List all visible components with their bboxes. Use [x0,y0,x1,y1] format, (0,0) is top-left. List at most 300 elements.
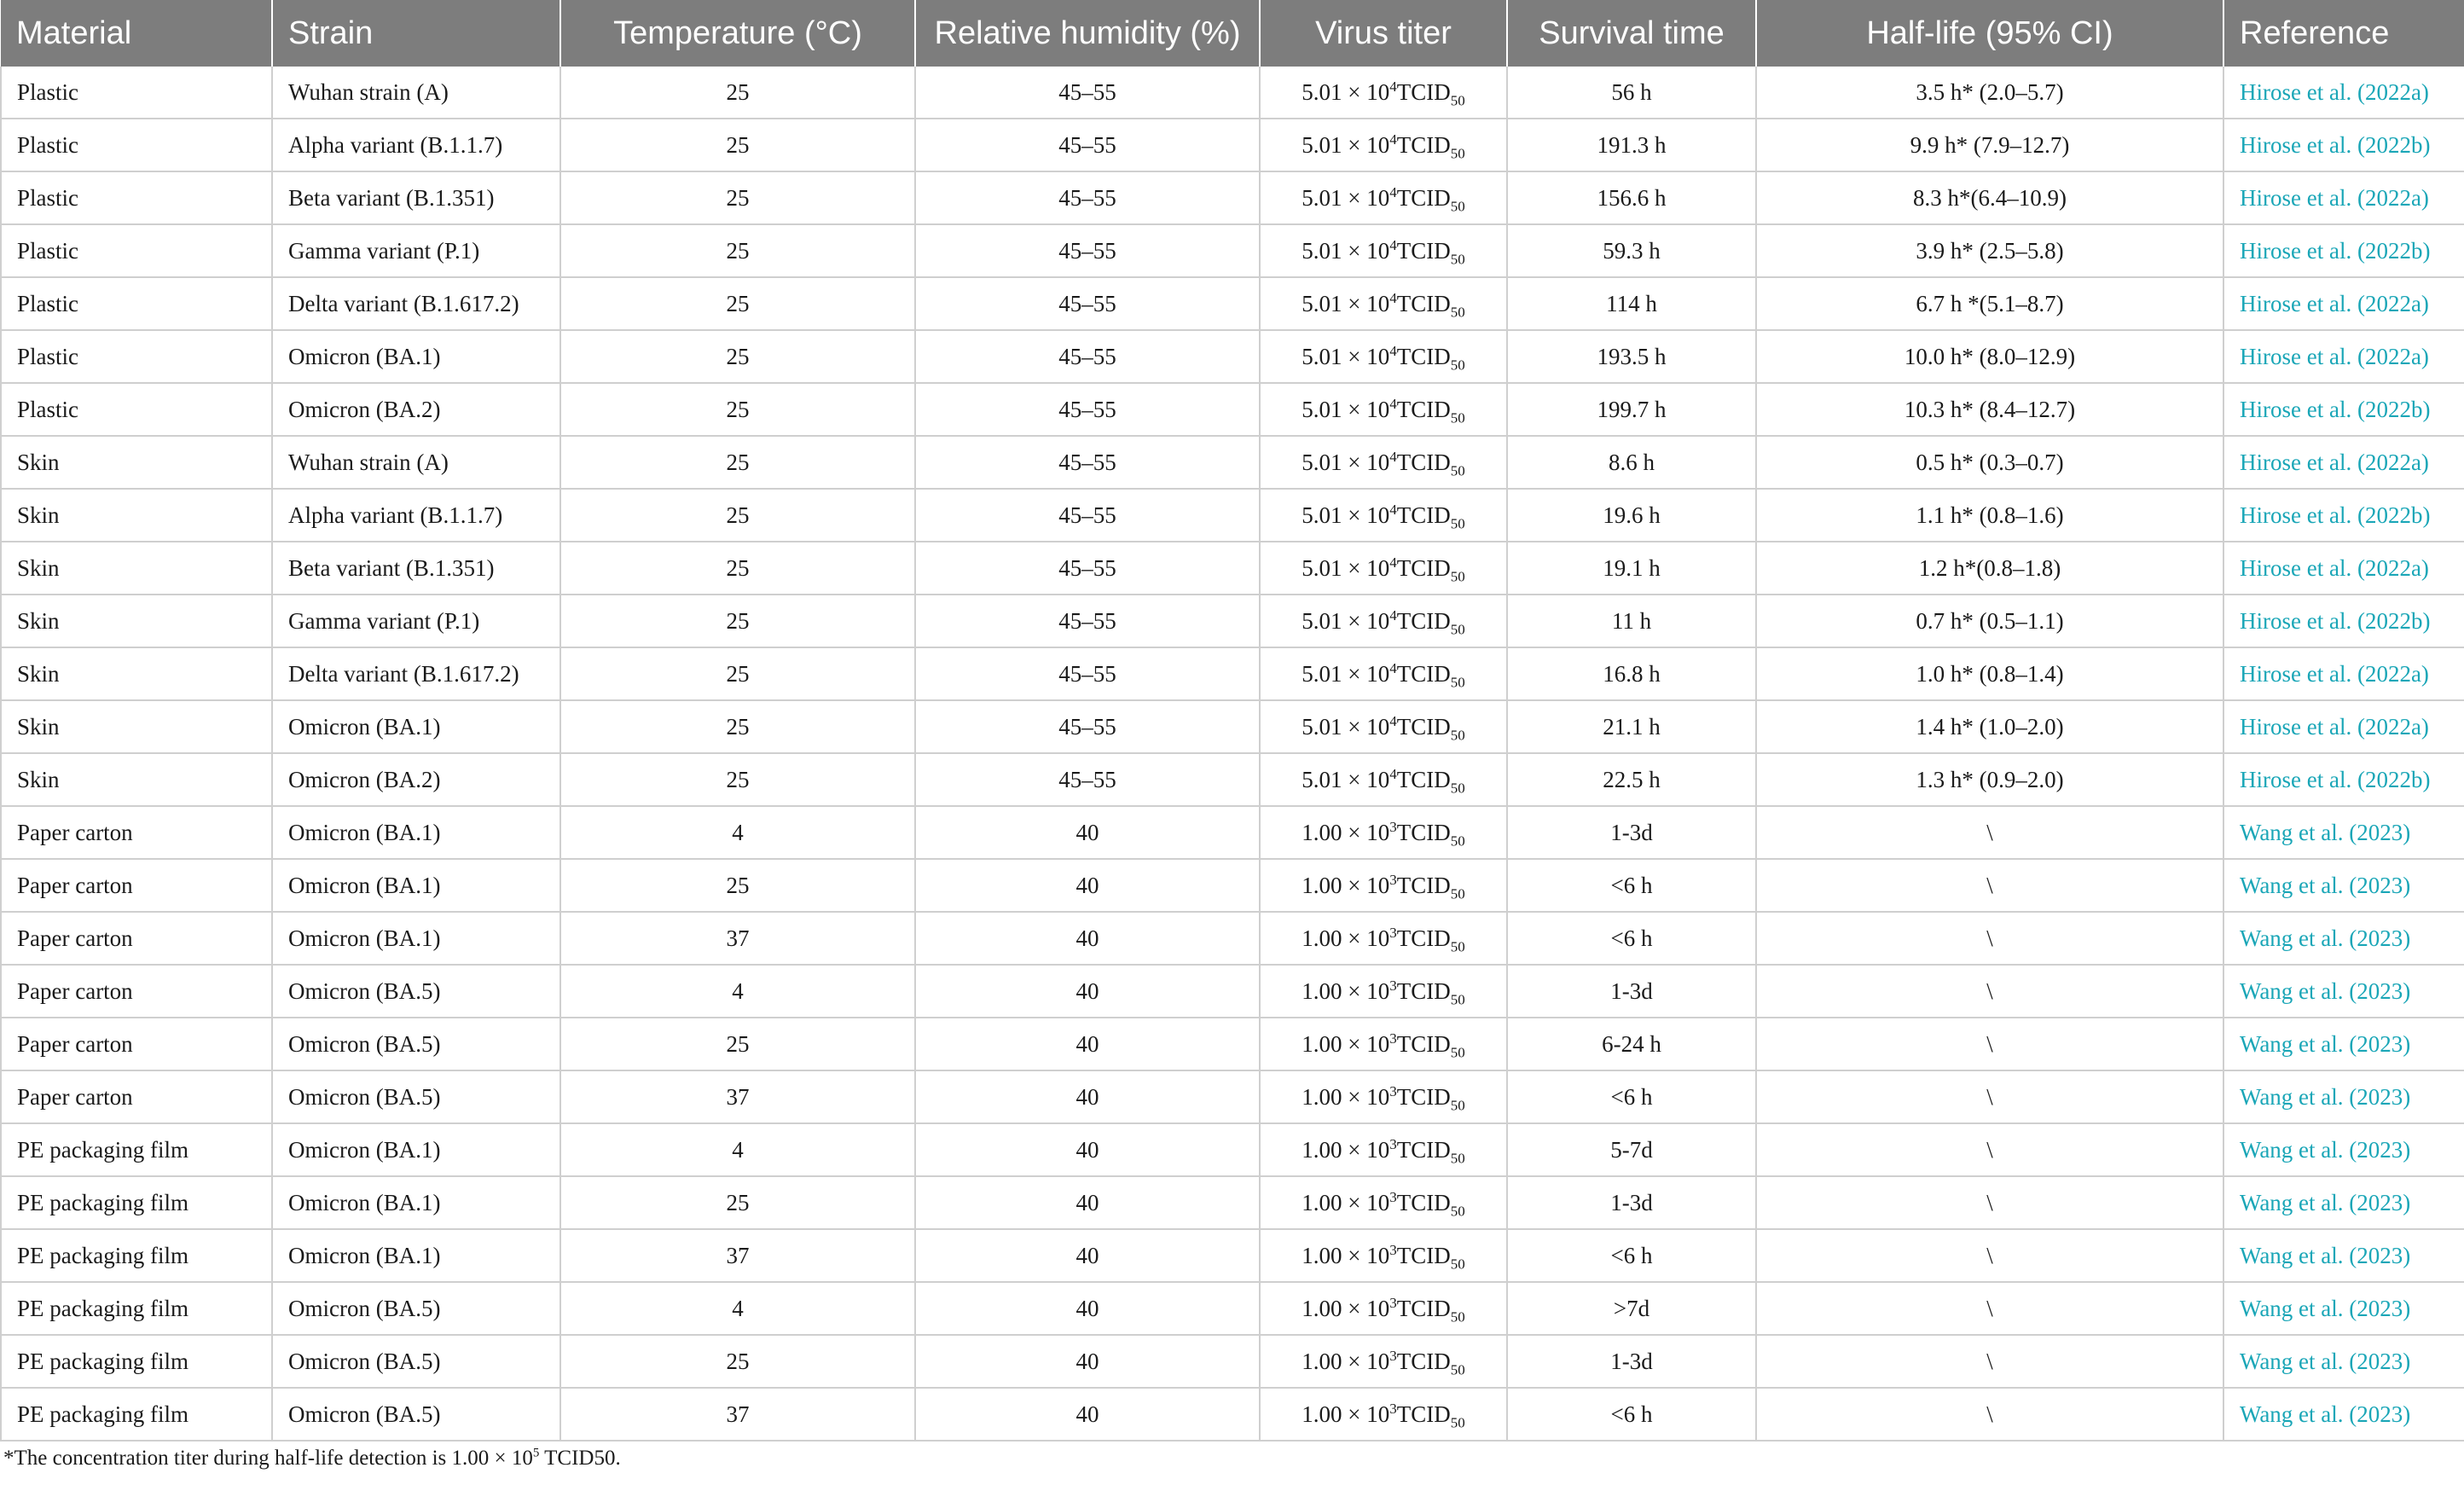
cell-virus-titer [1260,224,1507,277]
col-header-reference: Reference [2223,0,2464,67]
cell-virus-titer [1260,383,1507,436]
cell-virus-titer [1260,277,1507,330]
cell-survival-time: <6 h [1507,1229,1756,1282]
cell-humidity: 45–55 [915,171,1260,224]
cell-humidity: 40 [915,859,1260,912]
titer-subscript: 50 [1450,250,1465,267]
titer-subscript: 50 [1450,303,1465,320]
titer-base: 5.01 × 10 [1302,607,1390,634]
table-row [1,859,2464,912]
reference-link[interactable]: Wang et al. (2023) [2223,912,2464,965]
cell-temperature: 37 [560,1070,915,1123]
cell-material: Skin [1,700,272,753]
titer-base: 1.00 × 10 [1302,1295,1390,1321]
cell-survival-time: >7d [1507,1282,1756,1335]
cell-strain: Omicron (BA.5) [272,1388,560,1441]
titer-exponent: 3 [1389,1030,1397,1047]
reference-link[interactable]: Wang et al. (2023) [2223,1229,2464,1282]
cell-strain: Gamma variant (P.1) [272,595,560,647]
table-row [1,1229,2464,1282]
cell-virus-titer [1260,806,1507,859]
table-row [1,330,2464,383]
reference-link[interactable]: Wang et al. (2023) [2223,1388,2464,1441]
cell-material: Skin [1,436,272,489]
cell-virus-titer [1260,1070,1507,1123]
cell-half-life: \ [1756,1176,2223,1229]
table-row [1,224,2464,277]
cell-strain: Omicron (BA.2) [272,383,560,436]
titer-subscript: 50 [1450,990,1465,1007]
table-row [1,119,2464,171]
cell-strain: Omicron (BA.1) [272,806,560,859]
reference-link[interactable]: Hirose et al. (2022a) [2223,67,2464,119]
cell-half-life: \ [1756,1388,2223,1441]
cell-humidity: 45–55 [915,67,1260,119]
titer-unit: TCID [1396,396,1451,422]
footnote-prefix: *The concentration titer during half-life detection is 1.00 × 10 [3,1447,533,1470]
cell-material: Plastic [1,119,272,171]
cell-humidity: 45–55 [915,647,1260,700]
titer-subscript: 50 [1450,461,1465,479]
table-row [1,806,2464,859]
titer-unit: TCID [1396,660,1451,687]
reference-link[interactable]: Wang et al. (2023) [2223,1123,2464,1176]
titer-subscript: 50 [1450,1149,1465,1166]
table-header-row [1,0,2464,67]
cell-half-life: 3.9 h* (2.5–5.8) [1756,224,2223,277]
reference-link[interactable]: Wang et al. (2023) [2223,1335,2464,1388]
cell-virus-titer [1260,1176,1507,1229]
cell-material: Plastic [1,171,272,224]
cell-strain: Omicron (BA.1) [272,1123,560,1176]
titer-base: 5.01 × 10 [1302,449,1390,475]
reference-link[interactable]: Hirose et al. (2022b) [2223,119,2464,171]
cell-survival-time: 1-3d [1507,965,1756,1018]
col-header-survival-time: Survival time [1507,0,1756,67]
cell-strain: Omicron (BA.5) [272,1070,560,1123]
cell-virus-titer [1260,489,1507,542]
cell-temperature: 25 [560,859,915,912]
titer-unit: TCID [1396,1348,1451,1374]
cell-material: Skin [1,647,272,700]
cell-survival-time: 56 h [1507,67,1756,119]
titer-subscript: 50 [1450,1413,1465,1430]
table-row [1,912,2464,965]
footnote-exponent: 5 [532,1446,540,1460]
cell-strain: Omicron (BA.1) [272,1229,560,1282]
titer-base: 1.00 × 10 [1302,1189,1390,1215]
titer-unit: TCID [1396,78,1451,105]
cell-strain: Omicron (BA.1) [272,1176,560,1229]
cell-strain: Delta variant (B.1.617.2) [272,647,560,700]
cell-temperature: 4 [560,1282,915,1335]
cell-temperature: 4 [560,806,915,859]
titer-subscript: 50 [1450,1308,1465,1325]
cell-virus-titer [1260,1018,1507,1070]
cell-survival-time: <6 h [1507,912,1756,965]
titer-base: 5.01 × 10 [1302,184,1390,211]
cell-humidity: 40 [915,806,1260,859]
col-header-strain: Strain [272,0,560,67]
cell-humidity: 40 [915,1018,1260,1070]
titer-subscript: 50 [1450,1096,1465,1113]
cell-material: PE packaging film [1,1335,272,1388]
table-row [1,700,2464,753]
table-row [1,647,2464,700]
cell-humidity: 40 [915,1070,1260,1123]
titer-unit: TCID [1396,1136,1451,1163]
titer-subscript: 50 [1450,832,1465,849]
reference-link[interactable]: Wang et al. (2023) [2223,965,2464,1018]
cell-temperature: 25 [560,753,915,806]
reference-link[interactable]: Hirose et al. (2022b) [2223,753,2464,806]
titer-exponent: 3 [1389,1400,1397,1417]
titer-exponent: 4 [1389,659,1397,676]
col-header-virus-titer: Virus titer [1260,0,1507,67]
cell-virus-titer [1260,859,1507,912]
titer-base: 1.00 × 10 [1302,1348,1390,1374]
footnote-suffix: TCID50. [539,1447,621,1470]
titer-exponent: 4 [1389,289,1397,306]
cell-material: Plastic [1,224,272,277]
cell-virus-titer [1260,753,1507,806]
cell-humidity: 45–55 [915,277,1260,330]
table-row [1,67,2464,119]
cell-half-life: 1.4 h* (1.0–2.0) [1756,700,2223,753]
titer-base: 1.00 × 10 [1302,872,1390,898]
cell-survival-time: 193.5 h [1507,330,1756,383]
reference-link[interactable]: Hirose et al. (2022a) [2223,171,2464,224]
col-header-material: Material [1,0,272,67]
cell-strain: Beta variant (B.1.351) [272,171,560,224]
cell-material: Skin [1,753,272,806]
cell-material: PE packaging film [1,1176,272,1229]
cell-humidity: 40 [915,1388,1260,1441]
titer-unit: TCID [1396,502,1451,528]
titer-subscript: 50 [1450,1043,1465,1060]
cell-strain: Gamma variant (P.1) [272,224,560,277]
cell-temperature: 25 [560,383,915,436]
cell-virus-titer [1260,647,1507,700]
titer-subscript: 50 [1450,673,1465,690]
cell-survival-time: <6 h [1507,1070,1756,1123]
titer-base: 1.00 × 10 [1302,1083,1390,1110]
titer-exponent: 4 [1389,712,1397,729]
cell-half-life: 3.5 h* (2.0–5.7) [1756,67,2223,119]
cell-half-life: \ [1756,965,2223,1018]
cell-survival-time: 11 h [1507,595,1756,647]
cell-material: Paper carton [1,1070,272,1123]
titer-subscript: 50 [1450,144,1465,161]
col-header-temperature: Temperature (°C) [560,0,915,67]
cell-humidity: 40 [915,912,1260,965]
cell-material: PE packaging film [1,1123,272,1176]
table-row [1,171,2464,224]
cell-virus-titer [1260,542,1507,595]
cell-half-life: 9.9 h* (7.9–12.7) [1756,119,2223,171]
titer-exponent: 3 [1389,924,1397,941]
titer-exponent: 4 [1389,395,1397,412]
cell-material: PE packaging film [1,1229,272,1282]
titer-subscript: 50 [1450,779,1465,796]
titer-base: 1.00 × 10 [1302,819,1390,845]
titer-base: 1.00 × 10 [1302,1401,1390,1427]
titer-unit: TCID [1396,290,1451,316]
cell-temperature: 25 [560,330,915,383]
titer-unit: TCID [1396,819,1451,845]
titer-unit: TCID [1396,1189,1451,1215]
titer-unit: TCID [1396,713,1451,740]
titer-exponent: 4 [1389,765,1397,782]
titer-unit: TCID [1396,1401,1451,1427]
cell-half-life: \ [1756,806,2223,859]
cell-humidity: 40 [915,1335,1260,1388]
col-header-humidity: Relative humidity (%) [915,0,1260,67]
reference-link[interactable]: Hirose et al. (2022b) [2223,383,2464,436]
titer-exponent: 3 [1389,818,1397,835]
titer-unit: TCID [1396,1030,1451,1057]
cell-strain: Omicron (BA.1) [272,859,560,912]
cell-strain: Omicron (BA.5) [272,1335,560,1388]
cell-half-life: \ [1756,1335,2223,1388]
titer-subscript: 50 [1450,567,1465,584]
cell-survival-time: <6 h [1507,859,1756,912]
cell-material: Plastic [1,383,272,436]
cell-humidity: 45–55 [915,330,1260,383]
reference-link[interactable]: Wang et al. (2023) [2223,1176,2464,1229]
cell-survival-time: 191.3 h [1507,119,1756,171]
cell-humidity: 40 [915,1123,1260,1176]
titer-unit: TCID [1396,554,1451,581]
cell-material: Paper carton [1,965,272,1018]
cell-half-life: 10.0 h* (8.0–12.9) [1756,330,2223,383]
reference-link[interactable]: Hirose et al. (2022a) [2223,542,2464,595]
cell-humidity: 45–55 [915,542,1260,595]
cell-humidity: 45–55 [915,489,1260,542]
cell-temperature: 4 [560,965,915,1018]
reference-link[interactable]: Wang et al. (2023) [2223,1282,2464,1335]
table-row [1,753,2464,806]
cell-temperature: 25 [560,595,915,647]
cell-humidity: 45–55 [915,383,1260,436]
reference-link[interactable]: Wang et al. (2023) [2223,1070,2464,1123]
cell-survival-time: 5-7d [1507,1123,1756,1176]
cell-virus-titer [1260,330,1507,383]
titer-exponent: 3 [1389,1294,1397,1311]
titer-subscript: 50 [1450,937,1465,954]
titer-exponent: 4 [1389,183,1397,200]
cell-temperature: 25 [560,647,915,700]
cell-strain: Delta variant (B.1.617.2) [272,277,560,330]
titer-exponent: 3 [1389,1347,1397,1364]
table-row [1,1176,2464,1229]
reference-link[interactable]: Hirose et al. (2022b) [2223,595,2464,647]
cell-virus-titer [1260,119,1507,171]
cell-material: PE packaging film [1,1388,272,1441]
reference-link[interactable]: Hirose et al. (2022a) [2223,436,2464,489]
table-row [1,383,2464,436]
cell-half-life: \ [1756,912,2223,965]
titer-exponent: 4 [1389,448,1397,465]
titer-exponent: 3 [1389,1082,1397,1099]
reference-link[interactable]: Hirose et al. (2022b) [2223,224,2464,277]
cell-virus-titer [1260,912,1507,965]
titer-subscript: 50 [1450,620,1465,637]
table-row [1,436,2464,489]
titer-base: 1.00 × 10 [1302,925,1390,951]
cell-survival-time: 1-3d [1507,1335,1756,1388]
cell-survival-time: 6-24 h [1507,1018,1756,1070]
cell-temperature: 25 [560,119,915,171]
titer-unit: TCID [1396,1242,1451,1268]
cell-material: Plastic [1,67,272,119]
reference-link[interactable]: Hirose et al. (2022a) [2223,277,2464,330]
cell-half-life: 0.7 h* (0.5–1.1) [1756,595,2223,647]
cell-temperature: 25 [560,436,915,489]
cell-survival-time: 8.6 h [1507,436,1756,489]
titer-unit: TCID [1396,449,1451,475]
cell-half-life: \ [1756,1018,2223,1070]
titer-subscript: 50 [1450,409,1465,426]
cell-virus-titer [1260,1335,1507,1388]
cell-temperature: 37 [560,1388,915,1441]
titer-unit: TCID [1396,237,1451,264]
cell-material: Plastic [1,277,272,330]
cell-temperature: 25 [560,1018,915,1070]
cell-strain: Omicron (BA.2) [272,753,560,806]
titer-subscript: 50 [1450,1202,1465,1219]
reference-link[interactable]: Hirose et al. (2022a) [2223,647,2464,700]
titer-base: 5.01 × 10 [1302,502,1390,528]
reference-link[interactable]: Hirose et al. (2022b) [2223,489,2464,542]
titer-base: 1.00 × 10 [1302,977,1390,1004]
titer-unit: TCID [1396,1083,1451,1110]
cell-temperature: 37 [560,1229,915,1282]
titer-unit: TCID [1396,1295,1451,1321]
table-row [1,1335,2464,1388]
titer-base: 5.01 × 10 [1302,660,1390,687]
table-row [1,542,2464,595]
cell-temperature: 25 [560,489,915,542]
table-row [1,1070,2464,1123]
cell-virus-titer [1260,965,1507,1018]
cell-strain: Beta variant (B.1.351) [272,542,560,595]
cell-strain: Omicron (BA.5) [272,965,560,1018]
table-row [1,1018,2464,1070]
cell-survival-time: 22.5 h [1507,753,1756,806]
cell-temperature: 25 [560,1176,915,1229]
cell-temperature: 25 [560,67,915,119]
titer-base: 5.01 × 10 [1302,343,1390,369]
cell-material: Skin [1,595,272,647]
cell-material: Paper carton [1,859,272,912]
titer-base: 5.01 × 10 [1302,237,1390,264]
cell-humidity: 45–55 [915,753,1260,806]
cell-strain: Wuhan strain (A) [272,436,560,489]
reference-link[interactable]: Hirose et al. (2022a) [2223,700,2464,753]
cell-strain: Omicron (BA.1) [272,700,560,753]
cell-temperature: 25 [560,171,915,224]
cell-humidity: 40 [915,1282,1260,1335]
titer-exponent: 3 [1389,1241,1397,1258]
titer-subscript: 50 [1450,885,1465,902]
table-body [1,67,2464,1441]
titer-base: 5.01 × 10 [1302,396,1390,422]
col-header-half-life: Half-life (95% CI) [1756,0,2223,67]
titer-exponent: 4 [1389,501,1397,518]
cell-material: Plastic [1,330,272,383]
titer-exponent: 3 [1389,1135,1397,1152]
titer-exponent: 3 [1389,1188,1397,1205]
cell-half-life: 1.2 h*(0.8–1.8) [1756,542,2223,595]
titer-subscript: 50 [1450,726,1465,743]
cell-strain: Omicron (BA.1) [272,912,560,965]
reference-link[interactable]: Hirose et al. (2022a) [2223,330,2464,383]
cell-half-life: \ [1756,1123,2223,1176]
cell-virus-titer [1260,67,1507,119]
cell-temperature: 4 [560,1123,915,1176]
cell-temperature: 37 [560,912,915,965]
titer-base: 1.00 × 10 [1302,1136,1390,1163]
titer-unit: TCID [1396,343,1451,369]
cell-humidity: 40 [915,1176,1260,1229]
table-row [1,1388,2464,1441]
titer-subscript: 50 [1450,1360,1465,1378]
cell-virus-titer [1260,171,1507,224]
titer-base: 5.01 × 10 [1302,290,1390,316]
cell-virus-titer [1260,595,1507,647]
reference-link[interactable]: Wang et al. (2023) [2223,806,2464,859]
cell-material: Skin [1,542,272,595]
reference-link[interactable]: Wang et al. (2023) [2223,1018,2464,1070]
titer-base: 1.00 × 10 [1302,1242,1390,1268]
cell-survival-time: 21.1 h [1507,700,1756,753]
cell-half-life: 0.5 h* (0.3–0.7) [1756,436,2223,489]
titer-base: 5.01 × 10 [1302,713,1390,740]
cell-strain: Wuhan strain (A) [272,67,560,119]
table-row [1,595,2464,647]
table-row [1,489,2464,542]
table-row [1,965,2464,1018]
cell-half-life: 6.7 h *(5.1–8.7) [1756,277,2223,330]
cell-half-life: \ [1756,1229,2223,1282]
titer-exponent: 4 [1389,342,1397,359]
cell-virus-titer [1260,1229,1507,1282]
cell-temperature: 25 [560,1335,915,1388]
titer-unit: TCID [1396,607,1451,634]
cell-half-life: 1.0 h* (0.8–1.4) [1756,647,2223,700]
cell-survival-time: 156.6 h [1507,171,1756,224]
titer-exponent: 4 [1389,78,1397,95]
cell-virus-titer [1260,700,1507,753]
cell-material: Skin [1,489,272,542]
cell-temperature: 25 [560,277,915,330]
cell-humidity: 45–55 [915,595,1260,647]
cell-strain: Omicron (BA.5) [272,1282,560,1335]
titer-unit: TCID [1396,184,1451,211]
titer-base: 5.01 × 10 [1302,766,1390,792]
titer-unit: TCID [1396,766,1451,792]
titer-exponent: 3 [1389,977,1397,994]
titer-subscript: 50 [1450,514,1465,531]
titer-base: 5.01 × 10 [1302,554,1390,581]
reference-link[interactable]: Wang et al. (2023) [2223,859,2464,912]
cell-virus-titer [1260,1123,1507,1176]
cell-half-life: 1.3 h* (0.9–2.0) [1756,753,2223,806]
titer-unit: TCID [1396,131,1451,158]
cell-humidity: 40 [915,965,1260,1018]
cell-humidity: 45–55 [915,436,1260,489]
